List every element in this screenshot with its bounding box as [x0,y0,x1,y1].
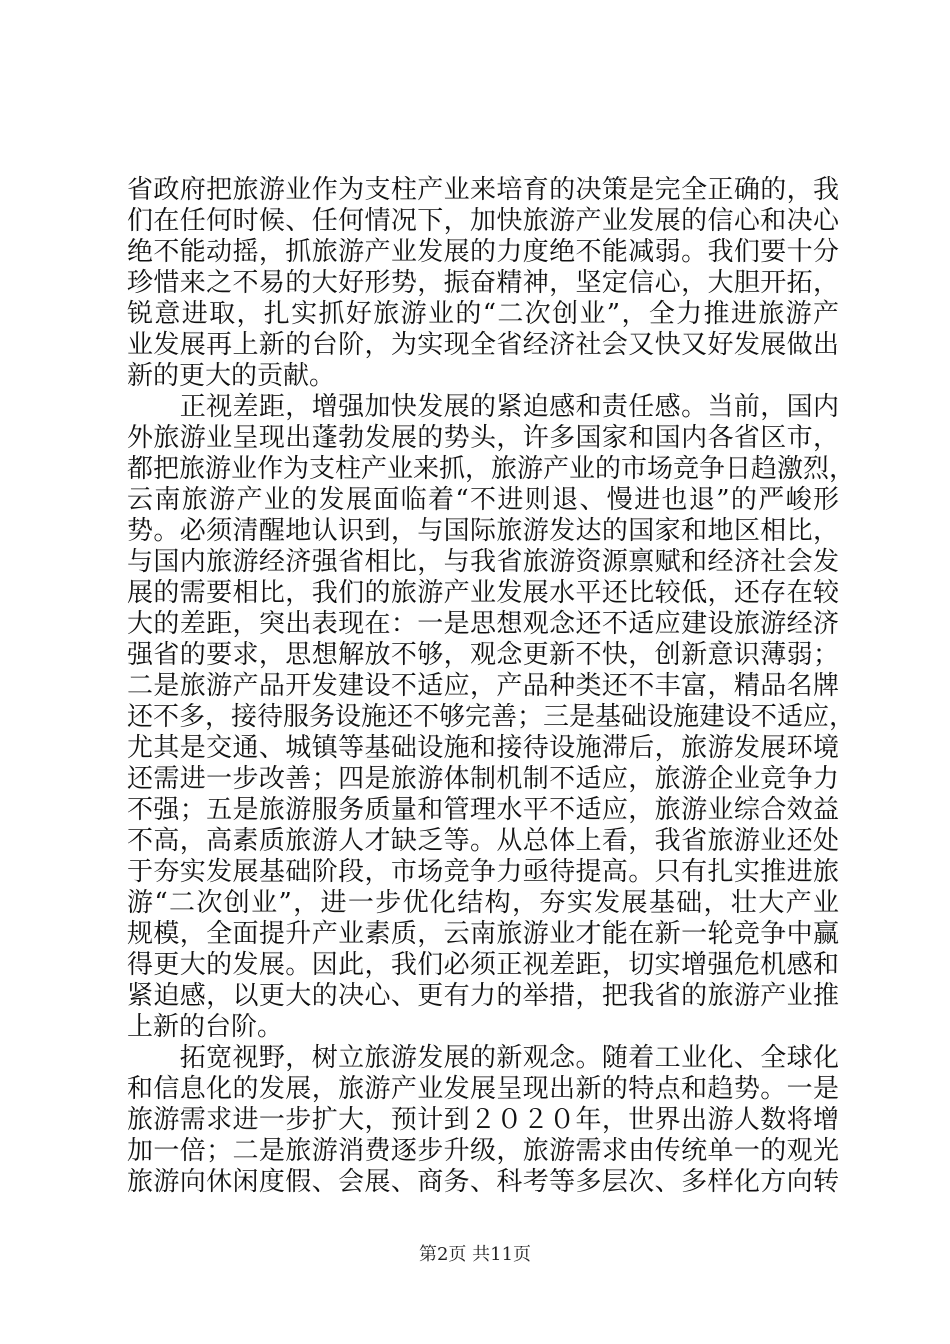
text-line: 加一倍；二是旅游消费逐步升级，旅游需求由传统单一的观光 [127,1136,839,1166]
text-line: 上新的台阶。 [127,1012,284,1042]
text-line: 旅游需求进一步扩大，预计到２０２０年，世界出游人数将增 [127,1105,839,1135]
text-line: 和信息化的发展，旅游产业发展呈现出新的特点和趋势。一是 [127,1074,839,1104]
text-line: 尤其是交通、城镇等基础设施和接待设施滞后，旅游发展环境 [127,733,839,763]
text-line: 不强；五是旅游服务质量和管理水平不适应，旅游业综合效益 [127,795,839,825]
text-line: 强省的要求，思想解放不够，观念更新不快，创新意识薄弱； [127,640,839,670]
text-line: 业发展再上新的台阶，为实现全省经济社会又快又好发展做出 [127,330,839,360]
text-line: 紧迫感，以更大的决心、更有力的举措，把我省的旅游产业推 [127,981,839,1011]
text-line: 展的需要相比，我们的旅游产业发展水平还比较低，还存在较 [127,578,839,608]
text-line: 于夯实发展基础阶段，市场竞争力亟待提高。只有扎实推进旅 [127,857,839,887]
text-line: 们在任何时候、任何情况下，加快旅游产业发展的信心和决心 [127,206,839,236]
text-line: 新的更大的贡献。 [127,361,336,391]
text-line: 还需进一步改善；四是旅游体制机制不适应，旅游企业竞争力 [127,764,839,794]
text-line: 得更大的发展。因此，我们必须正视差距，切实增强危机感和 [127,950,839,980]
text-line: 省政府把旅游业作为支柱产业来培育的决策是完全正确的，我 [127,175,839,205]
text-line: 都把旅游业作为支柱产业来抓，旅游产业的市场竞争日趋激烈， [127,454,856,484]
text-line: 绝不能动摇，抓旅游产业发展的力度绝不能减弱。我们要十分 [127,237,839,267]
text-line: 还不多，接待服务设施还不够完善；三是基础设施建设不适应， [127,702,856,732]
text-line: 外旅游业呈现出蓬勃发展的势头，许多国家和国内各省区市， [127,423,839,453]
text-line: 不高，高素质旅游人才缺乏等。从总体上看，我省旅游业还处 [127,826,839,856]
text-line: 与国内旅游经济强省相比，与我省旅游资源禀赋和经济社会发 [127,547,839,577]
text-line: 云南旅游产业的发展面临着“不进则退、慢进也退”的严峻形 [127,485,839,515]
text-line: 锐意进取，扎实抓好旅游业的“二次创业”，全力推进旅游产 [127,299,839,329]
text-line: 二是旅游产品开发建设不适应，产品种类还不丰富，精品名牌 [127,671,839,701]
page-number-footer: 第2页 共11页 [418,1244,532,1265]
paragraph-start-line: 拓宽视野，树立旅游发展的新观念。随着工业化、全球化 [127,1043,839,1073]
text-line: 势。必须清醒地认识到，与国际旅游发达的国家和地区相比， [127,516,839,546]
text-line: 旅游向休闲度假、会展、商务、科考等多层次、多样化方向转 [127,1167,839,1197]
paragraph-start-line: 正视差距，增强加快发展的紧迫感和责任感。当前，国内 [127,392,839,422]
text-line: 珍惜来之不易的大好形势，振奋精神，坚定信心，大胆开拓， [127,268,839,298]
text-line: 规模，全面提升产业素质，云南旅游业才能在新一轮竞争中赢 [127,919,839,949]
text-line: 大的差距，突出表现在：一是思想观念还不适应建设旅游经济 [127,609,839,639]
text-line: 游“二次创业”，进一步优化结构，夯实发展基础，壮大产业 [127,888,839,918]
